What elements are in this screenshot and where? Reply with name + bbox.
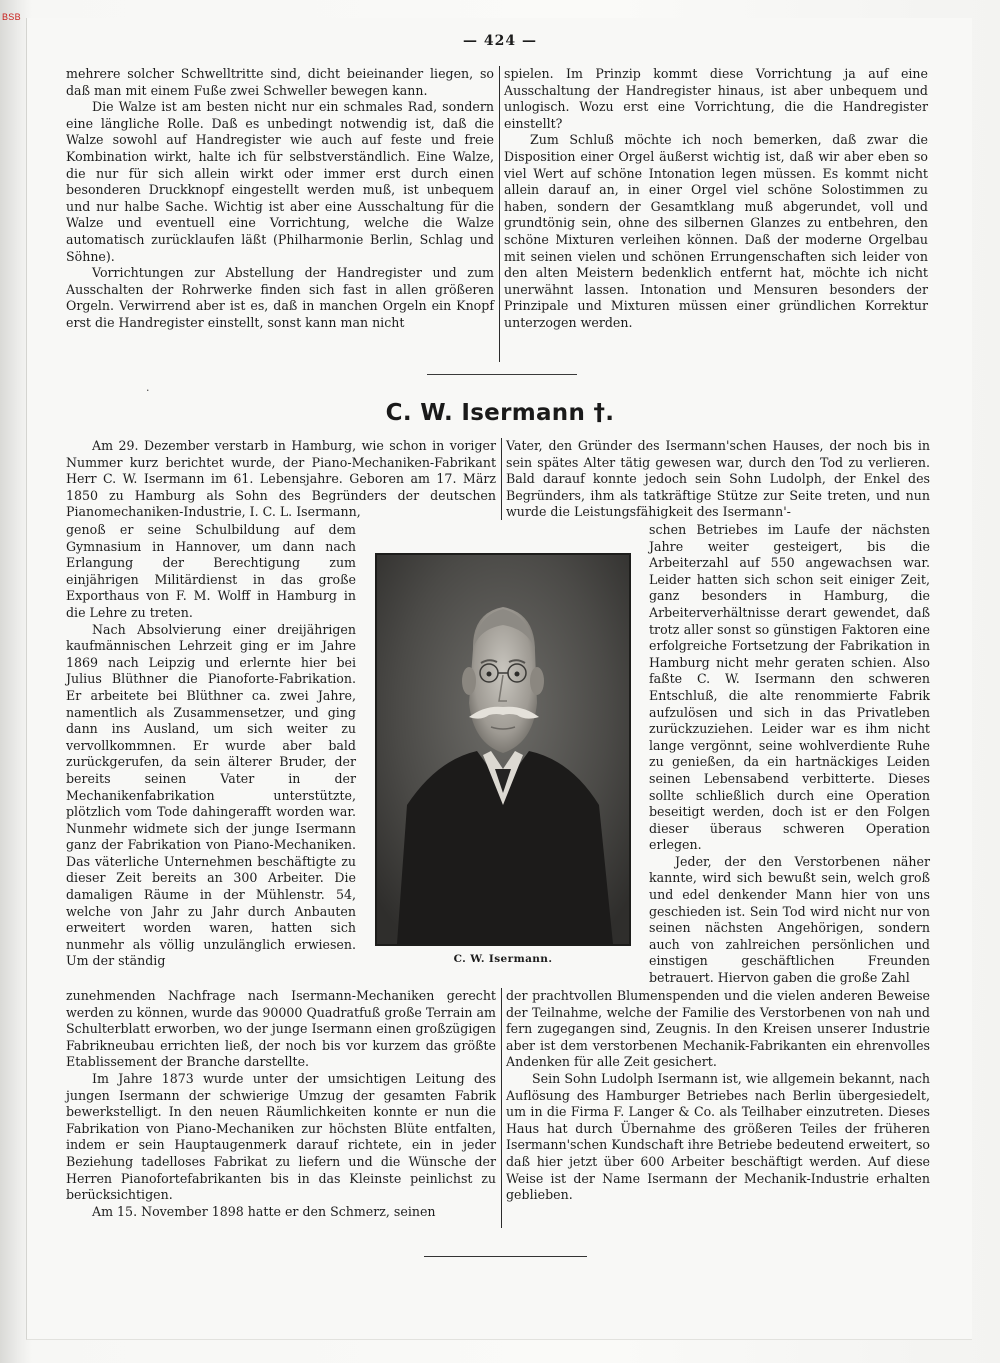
paragraph: der prachtvollen Blumenspenden und die vielen anderen Beweise der Teilnahme, welche der Familie des Verstorbenen von nah und fern zugegangen sind, Zeugnis. In den Kreisen unserer Industrie aber ist dem verstorbenen Mechanik-Fabrikanten ein ehrenvolles Andenken für alle Zeit gesichert. xyxy=(506,988,930,1070)
article-bottom-left xyxy=(66,988,496,1220)
footer-divider xyxy=(424,1256,587,1257)
paragraph: Vater, den Gründer des Isermann'schen Hauses, der noch bis in sein spätes Alter tätig gewesen war, durch den Tod zu verlieren. Bald darauf konnte jedoch sein Sohn Ludolph, der Enkel des Begründers, ihm als tatkräftige Stütze zur Seite treten, und nun wurde die Leistungsfähigkeit des Isermann'- xyxy=(506,438,930,520)
paragraph: Die Walze ist am besten nicht nur ein schmales Rad, sondern eine längliche Rolle. Daß es unbedingt notwendig ist, daß die Walze sowohl auf Handregister wie auch auf feste und freie Kombination wirkt, halte ich für selbstverständlich. Eine Walze, die nur für sich allein wirkt oder immer erst durch einen besonderen Druckknopf eingestellt werden muß, ist unbequem und nur halbe Sache. Wichtig ist aber eine Ausschaltung für die Walze und eventuell eine Vorrichtung, welche die Walze automatisch zurücklaufen läßt (Philharmonie Berlin, Schlag und Söhne). xyxy=(66,99,494,264)
portrait-illustration xyxy=(377,555,629,944)
article-intro-left xyxy=(66,438,496,521)
section-divider xyxy=(427,374,577,375)
portrait-caption: C. W. Isermann. xyxy=(453,953,553,965)
paragraph: Nach Absolvierung einer dreijährigen kaufmännischen Lehrzeit ging er im Jahre 1869 nach Leipzig und erlernte hier bei Julius Blüthner die Pianoforte-Fabrikation. Er arbeitete bei Blüthner ca. zwei Jahre, namentlich als Zusammensetzer, und ging dann ins Ausland, um sich weiter zu vervollkommnen. Er wurde aber bald zurückgerufen, da sein älterer Bruder, der bereits seinen Vater in der Mechanikenfabrikation unterstützte, plötzlich vom Tode dahingerafft worden war. Nunmehr widmete sich der junge Isermann ganz der Fabrikation von Piano-Mechaniken. Das väterliche Unternehmen beschäftigte zu dieser Zeit bereits an 300 Arbeiter. Die damaligen Räume in der Mühlenstr. 54, welche von Jahr zu Jahr durch Anbauten erweitert worden waren, hatten sich nunmehr als völlig unzulänglich erwiesen. Um der ständig xyxy=(66,621,356,969)
paragraph: spielen. Im Prinzip kommt diese Vorrichtung ja auf eine Ausschaltung der Handregister hinaus, ist aber unbequem und unlogisch. Wozu erst eine Vorrichtung, die die Handregister einstellt? xyxy=(504,66,928,131)
paragraph: Vorrichtungen zur Abstellung der Handregister und zum Ausschalten der Rohrwerke finden sich fast in allen größeren Orgeln. Verwirrend aber ist es, daß in manchen Orgeln ein Knopf erst die Handregister einstellt, sonst kann man nicht xyxy=(66,265,494,330)
paragraph: Am 15. November 1898 hatte er den Schmerz, seinen xyxy=(92,1203,436,1219)
paragraph: Am 29. Dezember verstarb in Hamburg, wie schon in voriger Nummer kurz berichtet wurde, der Piano-Mechaniken-Fabrikant Herr C. W. Isermann im 61. Lebensjahre. Geboren am 17. März 1850 zu Hamburg als Sohn des Begründers der deutschen Pianomechaniken-Industrie, I. C. L. Isermann, xyxy=(66,438,496,520)
article-bottom-right xyxy=(506,988,930,1204)
portrait-photo xyxy=(375,553,631,946)
paragraph: mehrere solcher Schwelltritte sind, dicht beieinander liegen, so daß man mit einem Fuße zwei Schweller bewegen kann. xyxy=(66,66,494,98)
column-divider xyxy=(501,438,502,520)
column-divider xyxy=(501,988,502,1228)
library-mark: BSB xyxy=(2,12,21,22)
article-intro-right xyxy=(506,438,930,521)
paragraph: genoß er seine Schulbildung auf dem Gymnasium in Hannover, um dann nach Erlangung der Berechtigung zum einjährigen Militärdienst in das große Exporthaus von F. M. Wolff in Hamburg in die Lehre zu treten. xyxy=(66,522,356,620)
paragraph: Sein Sohn Ludolph Isermann ist, wie allgemein bekannt, nach Auflösung des Hamburger Betriebes nach Berlin übergesiedelt, um in die Firma F. Langer & Co. als Teilhaber einzutreten. Dieses Haus hat durch Übernahme des größeren Teiles der früheren Isermann'schen Kundschaft ihre Betriebe bedeutend erweitert, so daß hier jetzt über 600 Arbeiter beschäftigt werden. Auf diese Weise ist der Name Isermann der Mechanik-Industrie erhalten geblieben. xyxy=(506,1070,930,1203)
article-narrow-right xyxy=(649,522,930,987)
paragraph: zunehmenden Nachfrage nach Isermann-Mechaniken gerecht werden zu können, wurde das 90000 Quadratfuß große Terrain am Schulterblatt erworben, wo der junge Isermann einen großzügigen Fabrikneubau errichten ließ, der noch bis vor kurzem das größte Etablissement der Branche darstellte. xyxy=(66,988,496,1070)
top-left-column xyxy=(66,66,494,332)
paragraph: Jeder, der den Verstorbenen näher kannte, wird sich bewußt sein, welch groß und edel denkender Mann hier von uns geschieden ist. Sein Tod wird nicht nur von seinen nächsten Angehörigen, sondern auch von zahlreichen persönlichen und einstigen geschäftlichen Freunden betrauert. Hiervon gaben die große Zahl xyxy=(649,853,930,986)
paragraph: Im Jahre 1873 wurde unter der umsichtigen Leitung des jungen Isermann der schwierige Umzug der gesamten Fabrik bewerkstelligt. In den neuen Räumlichkeiten konnte er nun die Fabrikation von Piano-Mechaniken zur höchsten Blüte entfalten, indem er sein Hauptaugenmerk darauf richtete, ein in jeder Beziehung tadelloses Fabrikat zu liefern und die Wünsche der Herren Pianofortefabrikanten bis in das Kleinste peinlichst zu berücksichtigen. xyxy=(66,1070,496,1203)
paragraph: schen Betriebes im Laufe der nächsten Jahre weiter gesteigert, bis die Arbeiterzahl auf 550 angewachsen war. Leider hatten sich schon seit einiger Zeit, ganz besonders in Hamburg, die Arbeiterverhältnisse derart gewendet, daß trotz aller sonst so günstigen Faktoren eine erfolgreiche Fortsetzung der Fabrikation in Hamburg nicht mehr geraten schien. Also faßte C. W. Isermann den schweren Entschluß, die alte renommierte Fabrik aufzulösen und sich in das Privatleben zurückzuziehen. Leider war es ihm nicht lange vergönnt, seine wohlverdiente Ruhe zu genießen, da ein hartnäckiges Leiden seinen Lebensabend verbitterte. Dieses sollte schließlich durch eine Operation beseitigt werden, doch ist er den Folgen dieser überaus schweren Operation erlegen. xyxy=(649,522,930,853)
paragraph: Zum Schluß möchte ich noch bemerken, daß zwar die Disposition einer Orgel äußerst wichtig ist, daß wir aber eben so viel Wert auf schöne Intonation legen müssen. Es kommt nicht allein darauf an, in einer Orgel viel schöne Solostimmen zu haben, sondern der Gesamtklang muß abgerundet, voll und grundtönig sein, ohne des silbernen Glanzes zu entbehren, den schöne Mixturen verleihen können. Daß der moderne Orgelbau mit seinen vielen und schönen Errungenschaften sich leider von den alten Meistern bedenklich entfernt hat, möchte ich nicht unerwähnt lassen. Intonation und Mensuren besonders der Prinzipale und Mixturen müssen einer gründlichen Korrektur unterzogen werden. xyxy=(504,132,928,330)
article-narrow-left xyxy=(66,522,356,970)
print-dot: · xyxy=(146,384,150,397)
column-divider xyxy=(499,66,500,362)
page-number: — 424 — xyxy=(463,33,537,49)
top-right-column xyxy=(504,66,928,332)
article-title: C. W. Isermann †. xyxy=(385,400,615,426)
